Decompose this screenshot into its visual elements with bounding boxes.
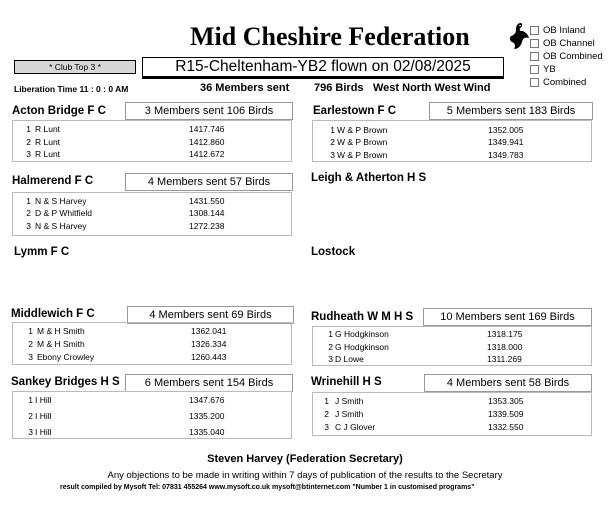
birds-sent-total: 796 Birds <box>314 82 364 94</box>
club-name-leigh: Leigh & Atherton H S <box>311 172 427 184</box>
objections-notice: Any objections to be made in writing within 7 days of publication of the results to the Secretary <box>107 470 503 481</box>
members-sent-total: 36 Members sent <box>200 82 290 94</box>
page-title: Mid Cheshire Federation <box>190 22 470 51</box>
compiled-by-line: result compiled by Mysoft Tel: 07831 455264 www.mysoft.co.uk mysoft@btinternet.com "Number 1 in customised programs" <box>60 484 475 491</box>
club-name-sankey: Sankey Bridges H S <box>11 376 120 388</box>
club-name-wrinehill: Wrinehill H S <box>311 376 382 388</box>
result-row: 3 Ebony Crowley 1260.443 <box>28 352 227 362</box>
result-row: 2 W & P Brown 1349.941 <box>330 137 524 147</box>
yb-checkbox[interactable] <box>530 65 539 74</box>
club-name-rudheath: Rudheath W M H S <box>311 311 414 323</box>
race-title: R15-Cheltenham-YB2 flown on 02/08/2025 <box>142 57 504 79</box>
result-row: 2 R Lunt 1412.860 <box>26 137 225 147</box>
result-row: 1 M & H Smith 1362.041 <box>28 326 227 336</box>
result-row: 3 D Lowe 1311.269 <box>328 354 522 364</box>
legend-label: OB Combined <box>543 51 603 62</box>
result-row: 3 W & P Brown 1349.783 <box>330 150 524 160</box>
pigeon-logo-icon <box>508 22 530 50</box>
result-row: 3 I Hill 1335.040 <box>28 427 225 437</box>
secretary-name: Steven Harvey (Federation Secretary) <box>207 453 403 465</box>
result-row: 2 I Hill 1335.200 <box>28 411 225 421</box>
ob-combined-checkbox[interactable] <box>530 52 539 61</box>
club-name-lostock: Lostock <box>311 246 356 258</box>
club-results-middlewich <box>12 322 292 365</box>
club-name-halmerend: Halmerend F C <box>12 175 94 187</box>
club-sent-halmerend: 4 Members sent 57 Birds <box>125 173 293 191</box>
result-row: 3 C J Glover 1332.550 <box>324 422 524 432</box>
category-legend <box>530 24 603 89</box>
club-sent-sankey: 6 Members sent 154 Birds <box>125 374 293 392</box>
club-top-label: * Club Top 3 * <box>14 60 136 74</box>
result-row: 2 M & H Smith 1326.334 <box>28 339 227 349</box>
result-row: 1 W & P Brown 1352.005 <box>330 125 524 135</box>
club-sent-acton: 3 Members sent 106 Birds <box>125 102 293 120</box>
result-row: 1 R Lunt 1417.746 <box>26 124 225 134</box>
club-sent-rudheath: 10 Members sent 169 Birds <box>423 308 592 326</box>
club-sent-wrinehill: 4 Members sent 58 Birds <box>424 374 592 392</box>
club-results-halmerend <box>12 192 292 236</box>
club-name-earlestown: Earlestown F C <box>313 105 397 117</box>
club-results-acton <box>12 120 292 162</box>
legend-label: OB Inland <box>543 25 586 36</box>
liberation-time: Liberation Time 11 : 0 : 0 AM <box>14 84 129 94</box>
ob-channel-checkbox[interactable] <box>530 39 539 48</box>
club-results-earlestown <box>312 120 592 162</box>
result-row: 3 N & S Harvey 1272.238 <box>26 221 225 231</box>
club-results-rudheath <box>312 326 592 366</box>
legend-label: OB Channel <box>543 38 595 49</box>
club-sent-earlestown: 5 Members sent 183 Birds <box>429 102 593 120</box>
club-sent-middlewich: 4 Members sent 69 Birds <box>127 306 294 324</box>
result-row: 2 J Smith 1339.509 <box>324 409 524 419</box>
legend-label: YB <box>543 64 556 75</box>
club-results-sankey <box>12 391 292 439</box>
result-row: 2 G Hodgkinson 1318.000 <box>328 342 523 352</box>
result-row: 3 R Lunt 1412.672 <box>26 149 225 159</box>
club-results-wrinehill <box>312 392 592 436</box>
result-row: 1 I Hill 1347.676 <box>28 395 225 405</box>
ob-inland-checkbox[interactable] <box>530 26 539 35</box>
result-row: 2 D & P Whitfield 1308.144 <box>26 208 225 218</box>
wind-direction: West North West Wind <box>373 82 491 94</box>
combined-checkbox[interactable] <box>530 78 539 87</box>
club-name-acton: Acton Bridge F C <box>12 105 106 117</box>
club-name-middlewich: Middlewich F C <box>11 308 95 320</box>
result-row: 1 J Smith 1353.305 <box>324 396 524 406</box>
legend-label: Combined <box>543 77 587 88</box>
result-row: 1 N & S Harvey 1431.550 <box>26 196 225 206</box>
club-name-lymm: Lymm F C <box>14 246 70 258</box>
result-row: 1 G Hodgkinson 1318.175 <box>328 329 523 339</box>
